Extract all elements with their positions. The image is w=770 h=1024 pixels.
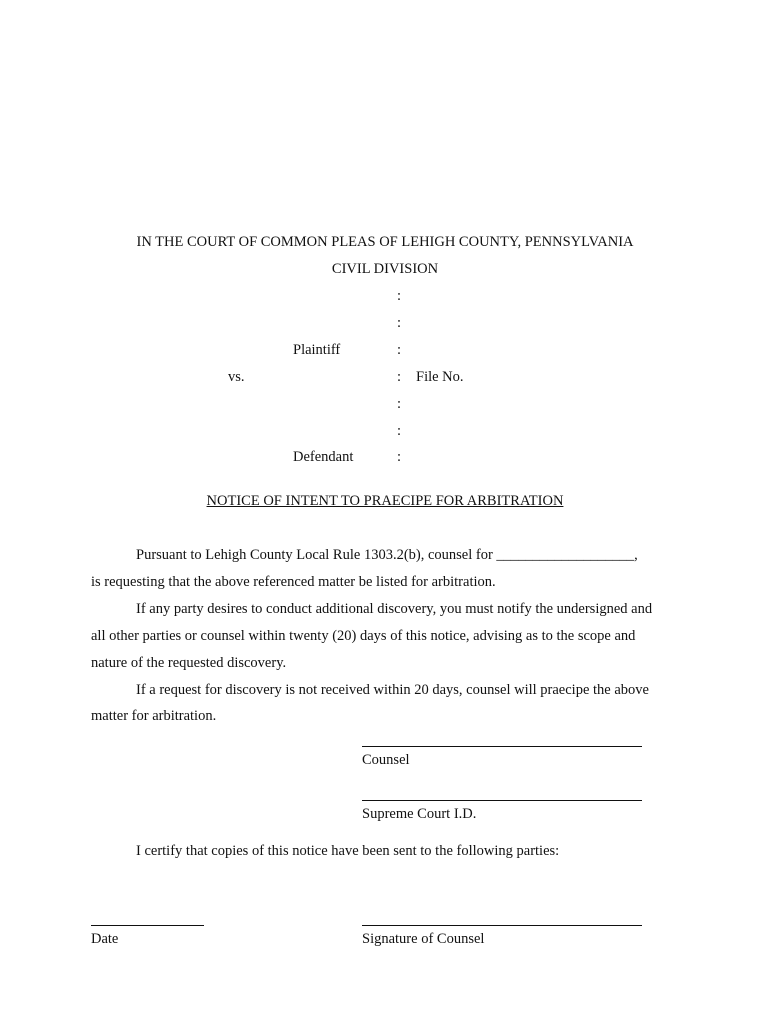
signature-of-counsel-label: Signature of Counsel [362, 931, 485, 947]
counsel-label: Counsel [362, 752, 410, 768]
paragraph-1-line-1: Pursuant to Lehigh County Local Rule 1303.2(b), counsel for ___________________, [136, 547, 638, 563]
supreme-court-id-label: Supreme Court I.D. [362, 806, 477, 822]
certification-text: I certify that copies of this notice have been sent to the following parties: [136, 843, 560, 859]
notice-title: NOTICE OF INTENT TO PRAECIPE FOR ARBITRATION [206, 493, 564, 509]
paragraph-2-line-1: If any party desires to conduct additional discovery, you must notify the undersigned and [136, 601, 653, 617]
caption-colon: : [397, 423, 402, 439]
paragraph-2-line-2: all other parties or counsel within twenty (20) days of this notice, advising as to the scope and [91, 628, 636, 644]
vs-label: vs. [228, 369, 245, 385]
date-line [91, 925, 204, 926]
file-no-label: File No. [416, 369, 464, 385]
caption-colon: : [397, 288, 402, 304]
paragraph-1-line-2: is requesting that the above referenced matter be listed for arbitration. [91, 574, 496, 590]
caption-colon: : [397, 396, 402, 412]
counsel-signature-line [362, 746, 642, 747]
caption-colon: : [397, 449, 402, 465]
court-title: IN THE COURT OF COMMON PLEAS OF LEHIGH COUNTY, PENNSYLVANIA [136, 234, 634, 250]
caption-colon: : [397, 315, 402, 331]
division-title: CIVIL DIVISION [331, 261, 439, 277]
signature-of-counsel-line [362, 925, 642, 926]
caption-colon: : [397, 342, 402, 358]
date-label: Date [91, 931, 119, 947]
paragraph-3-line-2: matter for arbitration. [91, 708, 217, 724]
defendant-label: Defendant [293, 449, 354, 465]
paragraph-2-line-3: nature of the requested discovery. [91, 655, 287, 671]
supreme-court-id-line [362, 800, 642, 801]
caption-colon: : [397, 369, 402, 385]
plaintiff-label: Plaintiff [293, 342, 341, 358]
paragraph-3-line-1: If a request for discovery is not received within 20 days, counsel will praecipe the above [136, 682, 649, 698]
